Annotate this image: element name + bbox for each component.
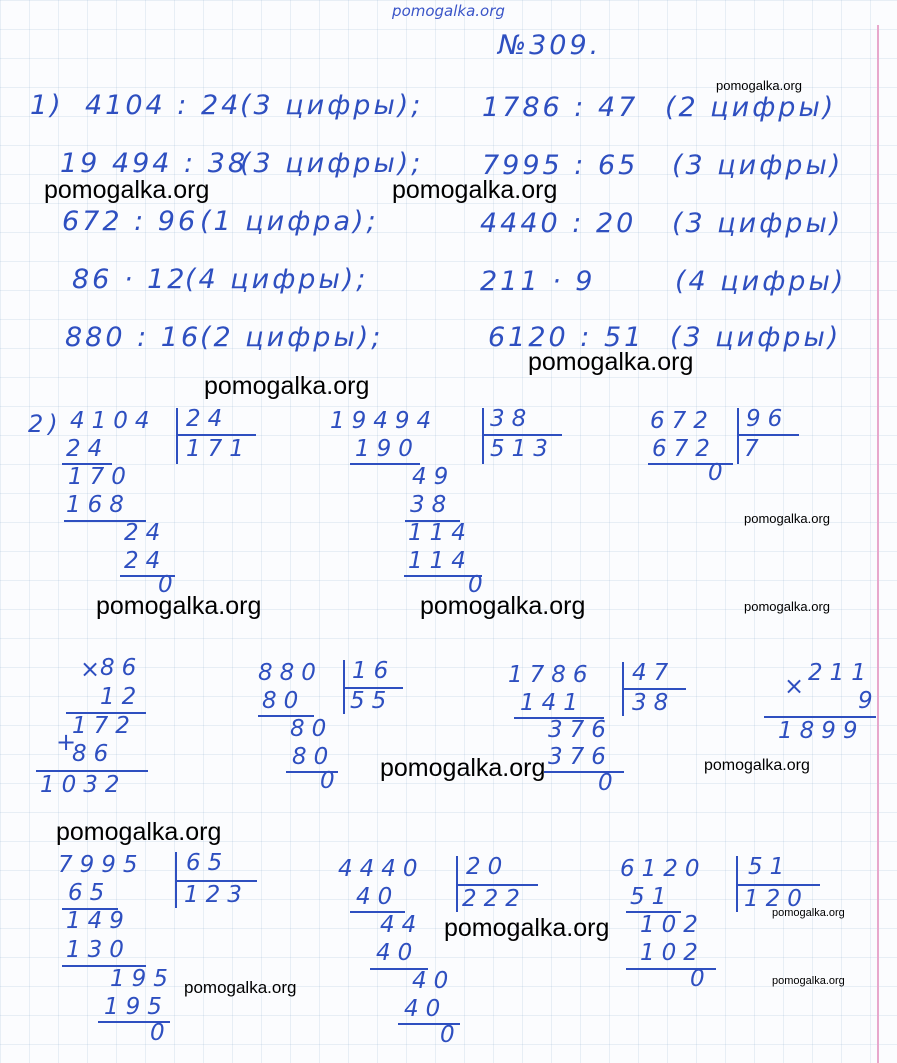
part1-left-expr-2: 19 494 : 38 xyxy=(60,148,249,179)
div4104-step-6: 0 xyxy=(158,572,180,598)
mul211-a: 211 xyxy=(808,660,873,686)
div672-divisor: 96 xyxy=(746,406,790,432)
part1-left-expr-4: 86 · 12 xyxy=(72,264,188,295)
div6120-dividend: 6120 xyxy=(620,856,707,882)
div4104-quotient: 171 xyxy=(186,436,251,462)
div4104-step-4: 24 xyxy=(124,520,168,546)
div6120-quotient: 120 xyxy=(744,886,809,912)
div7995-step-3: 130 xyxy=(66,937,131,963)
div1786-dividend: 1786 xyxy=(508,662,595,688)
div19494-step-2: 49 xyxy=(412,464,456,490)
div4440-dividend: 4440 xyxy=(338,856,425,882)
div7995-step-5: 195 xyxy=(104,994,169,1020)
div4440-step-5: 40 xyxy=(404,996,448,1022)
part1-right-note-5: (3 цифры) xyxy=(670,322,842,353)
watermark: pomogalka.org xyxy=(704,757,810,774)
watermark: pomogalka.org xyxy=(772,907,845,919)
part1-right-expr-3: 4440 : 20 xyxy=(480,208,637,239)
watermark: pomogalka.org xyxy=(528,348,694,376)
watermark: pomogalka.org xyxy=(744,511,830,526)
div1786-step-1: 141 xyxy=(520,690,585,716)
mul86-b: 12 xyxy=(100,684,144,710)
div672-bar xyxy=(737,408,739,464)
mul86-sign: × xyxy=(80,655,106,683)
mul86-p1: 172 xyxy=(72,713,137,739)
mul211-b: 9 xyxy=(858,688,880,714)
mul86-plus: + xyxy=(56,728,82,756)
div7995-dividend: 7995 xyxy=(58,852,145,878)
mul86-result: 1032 xyxy=(40,772,127,798)
part1-left-note-2: (3 цифры); xyxy=(240,148,424,179)
div7995-step-6: 0 xyxy=(150,1020,172,1046)
div4104-step-5: 24 xyxy=(124,548,168,574)
watermark: pomogalka.org xyxy=(96,592,262,620)
part1-left-note-4: (4 цифры); xyxy=(185,264,369,295)
div880-step-2: 80 xyxy=(290,716,334,742)
header-watermark: pomogalka.org xyxy=(392,2,505,20)
div4440-step-2: 44 xyxy=(380,912,424,938)
watermark: pomogalka.org xyxy=(444,914,610,942)
part1-left-expr-1: 4104 : 24 xyxy=(85,90,242,121)
watermark: pomogalka.org xyxy=(772,975,845,987)
problem-number: №309. xyxy=(498,30,602,61)
part1-right-expr-4: 211 · 9 xyxy=(480,266,596,297)
div4440-step-3: 40 xyxy=(376,940,420,966)
part1-label: 1) xyxy=(30,90,64,121)
div1786-step-4: 0 xyxy=(598,770,620,796)
watermark: pomogalka.org xyxy=(716,78,802,93)
watermark: pomogalka.org xyxy=(204,372,370,400)
div6120-step-2: 102 xyxy=(640,912,705,938)
div4440-divisor: 20 xyxy=(466,854,510,880)
part1-right-note-3: (3 цифры) xyxy=(672,208,844,239)
div1786-step-2: 376 xyxy=(548,717,613,743)
div1786-step-3: 376 xyxy=(548,744,613,770)
part1-right-note-2: (3 цифры) xyxy=(672,150,844,181)
part1-left-note-5: (2 цифры); xyxy=(200,322,384,353)
part1-left-note-1: (3 цифры); xyxy=(240,90,424,121)
part2-label: 2) xyxy=(28,410,63,438)
div880-step-4: 0 xyxy=(320,768,342,794)
div6120-step-3: 102 xyxy=(640,940,705,966)
part1-right-expr-5: 6120 : 51 xyxy=(488,322,645,353)
div6120-divisor: 51 xyxy=(748,854,792,880)
div7995-divisor: 65 xyxy=(186,850,230,876)
part1-right-expr-2: 7995 : 65 xyxy=(482,150,639,181)
mul211-sign: × xyxy=(784,672,810,700)
mul86-p2: 86 xyxy=(72,741,116,767)
div4104-dividend: 4104 xyxy=(70,408,157,434)
mul211-result: 1899 xyxy=(778,718,865,744)
div7995-step-4: 195 xyxy=(110,966,175,992)
div4104-divisor: 24 xyxy=(186,406,230,432)
part1-right-note-4: (4 цифры) xyxy=(675,266,847,297)
div19494-step-5: 114 xyxy=(408,548,473,574)
page-margin-line xyxy=(877,25,879,1063)
div4440-quotient: 222 xyxy=(462,886,527,912)
div19494-bar xyxy=(482,408,484,464)
part1-right-note-1: (2 цифры) xyxy=(665,92,837,123)
div19494-step-1: 190 xyxy=(355,436,420,462)
div672-dividend: 672 xyxy=(650,408,715,434)
div19494-divisor: 38 xyxy=(490,406,534,432)
div7995-quotient: 123 xyxy=(184,882,249,908)
div7995-step-2: 149 xyxy=(66,908,131,934)
div4440-step-6: 0 xyxy=(440,1022,462,1048)
watermark: pomogalka.org xyxy=(380,754,546,782)
div19494-step-3: 38 xyxy=(410,492,454,518)
div4440-step-4: 40 xyxy=(412,968,456,994)
watermark: pomogalka.org xyxy=(392,176,558,204)
div880-dividend: 880 xyxy=(258,660,323,686)
div4104-step-2: 170 xyxy=(68,464,133,490)
div19494-quotient: 513 xyxy=(490,436,555,462)
part1-left-expr-5: 880 : 16 xyxy=(65,322,202,353)
part1-left-note-3: (1 цифра); xyxy=(200,206,379,237)
part1-right-expr-1: 1786 : 47 xyxy=(482,92,639,123)
div4104-step-1: 24 xyxy=(66,436,110,462)
div672-step-1: 672 xyxy=(652,436,717,462)
div4104-step-3: 168 xyxy=(66,492,131,518)
div672-step-2: 0 xyxy=(708,460,730,486)
div19494-step-4: 114 xyxy=(408,520,473,546)
div6120-step-1: 51 xyxy=(630,884,674,910)
part1-left-expr-3: 672 : 96 xyxy=(62,206,199,237)
div7995-step-1: 65 xyxy=(68,880,112,906)
watermark: pomogalka.org xyxy=(420,592,586,620)
div19494-dividend: 19494 xyxy=(330,408,439,434)
div1786-divisor: 47 xyxy=(632,660,676,686)
div19494-line-1 xyxy=(350,463,420,465)
div880-divisor: 16 xyxy=(352,658,396,684)
div6120-step-4: 0 xyxy=(690,966,712,992)
watermark: pomogalka.org xyxy=(44,176,210,204)
div880-step-3: 80 xyxy=(292,744,336,770)
div880-step-1: 80 xyxy=(262,688,306,714)
watermark: pomogalka.org xyxy=(56,818,222,846)
div880-quotient: 55 xyxy=(350,688,394,714)
div4440-step-1: 40 xyxy=(356,884,400,910)
div19494-step-6: 0 xyxy=(468,572,490,598)
mul86-a: 86 xyxy=(100,655,144,681)
div4104-bar xyxy=(176,408,178,464)
div1786-quotient: 38 xyxy=(632,690,676,716)
div672-quotient: 7 xyxy=(744,436,766,462)
watermark: pomogalka.org xyxy=(184,978,297,997)
watermark: pomogalka.org xyxy=(744,599,830,614)
